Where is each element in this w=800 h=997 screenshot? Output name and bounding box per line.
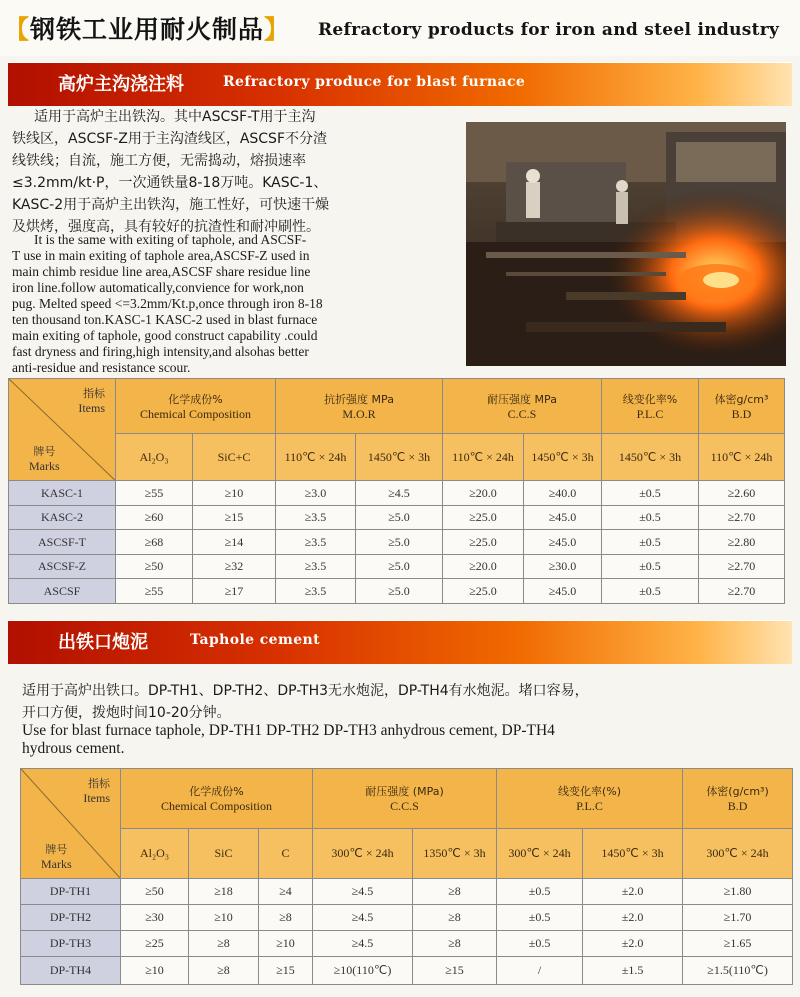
sub-header: Al₂O₃ bbox=[116, 434, 193, 481]
row-mark: DP-TH2 bbox=[21, 905, 121, 931]
table-row: ASCSF-T ≥68 ≥14 ≥3.5 ≥5.0 ≥25.0 ≥45.0 ±0.5 ≥2.80 bbox=[9, 530, 785, 555]
section2-table bbox=[20, 768, 793, 985]
sub-header: 1450℃ × 3h bbox=[524, 434, 602, 481]
group-header: 体密g/cm³ B.D bbox=[699, 379, 785, 434]
table-row: DP-TH3 ≥25 ≥8 ≥10 ≥4.5 ≥8 ±0.5 ±2.0 ≥1.65 bbox=[21, 931, 793, 957]
sub-header: 1450℃ × 3h bbox=[602, 434, 699, 481]
group-header: 耐压强度 (MPa) C.C.S bbox=[313, 769, 497, 829]
row-mark: ASCSF-Z bbox=[9, 554, 116, 579]
page-title-en: Refractory products for iron and steel industry bbox=[318, 20, 780, 40]
sub-header: 1350℃ × 3h bbox=[413, 829, 497, 879]
table-row: DP-TH4 ≥10 ≥8 ≥15 ≥10(110℃) ≥15 / ±1.5 ≥1.5(110℃) bbox=[21, 957, 793, 985]
table-row: ASCSF ≥55 ≥17 ≥3.5 ≥5.0 ≥25.0 ≥45.0 ±0.5 ≥2.70 bbox=[9, 579, 785, 604]
sub-header: SiC+C bbox=[193, 434, 276, 481]
row-mark: DP-TH3 bbox=[21, 931, 121, 957]
sub-header: 300℃ × 24h bbox=[683, 829, 793, 879]
corner-items-en: Items bbox=[83, 791, 110, 805]
group-header: 化学成份% Chemical Composition bbox=[121, 769, 313, 829]
row-mark: ASCSF bbox=[9, 579, 116, 604]
section1-table bbox=[8, 378, 785, 604]
table-row: KASC-2 ≥60 ≥15 ≥3.5 ≥5.0 ≥25.0 ≥45.0 ±0.5 ≥2.70 bbox=[9, 505, 785, 530]
sub-header: 300℃ × 24h bbox=[313, 829, 413, 879]
sub-header: 110℃ × 24h bbox=[276, 434, 356, 481]
row-mark: DP-TH4 bbox=[21, 957, 121, 985]
header-bar bbox=[0, 0, 800, 56]
group-header: 体密(g/cm³) B.D bbox=[683, 769, 793, 829]
sub-header: 1450℃ × 3h bbox=[583, 829, 683, 879]
corner-marks-en: Marks bbox=[29, 459, 60, 474]
factory-photo bbox=[466, 122, 786, 366]
table-row: KASC-1 ≥55 ≥10 ≥3.0 ≥4.5 ≥20.0 ≥40.0 ±0.5 ≥2.60 bbox=[9, 481, 785, 506]
corner-items-en: Items bbox=[78, 401, 105, 415]
sub-header: C bbox=[259, 829, 313, 879]
section1-title-en: Refractory produce for blast furnace bbox=[223, 74, 526, 90]
sub-header: Al₂O₃ bbox=[121, 829, 189, 879]
section1-title-cn: 高炉主沟浇注料 bbox=[58, 74, 184, 95]
corner-items-cn: 指标 bbox=[88, 777, 110, 790]
sub-header: 1450℃ × 3h bbox=[356, 434, 443, 481]
corner-marks-en: Marks bbox=[41, 857, 72, 871]
sub-header: 110℃ × 24h bbox=[443, 434, 524, 481]
row-mark: KASC-1 bbox=[9, 481, 116, 506]
corner-header bbox=[9, 379, 116, 481]
group-header: 抗折强度 MPa M.O.R bbox=[276, 379, 443, 434]
corner-marks-cn: 牌号 bbox=[45, 843, 68, 856]
group-header: 化学成份% Chemical Composition bbox=[116, 379, 276, 434]
section1-banner bbox=[8, 62, 792, 106]
factory-photo-illustration bbox=[466, 122, 786, 366]
corner-items-cn: 指标 bbox=[83, 387, 105, 400]
section2-title-cn: 出铁口炮泥 bbox=[58, 632, 148, 653]
sub-header: 110℃ × 24h bbox=[699, 434, 785, 481]
group-header: 线变化率(%) P.L.C bbox=[497, 769, 683, 829]
group-header: 线变化率% P.L.C bbox=[602, 379, 699, 434]
sub-header: SiC bbox=[189, 829, 259, 879]
sub-header: 300℃ × 24h bbox=[497, 829, 583, 879]
page-title-cn: 【钢铁工业用耐火制品】 bbox=[4, 15, 291, 44]
table-row: ASCSF-Z ≥50 ≥32 ≥3.5 ≥5.0 ≥20.0 ≥30.0 ±0.5 ≥2.70 bbox=[9, 554, 785, 579]
corner-header bbox=[21, 769, 121, 879]
row-mark: ASCSF-T bbox=[9, 530, 116, 555]
section2-banner bbox=[8, 620, 792, 664]
section2-title-en: Taphole cement bbox=[190, 632, 320, 648]
corner-marks-cn: 牌号 bbox=[33, 445, 56, 459]
row-mark: KASC-2 bbox=[9, 505, 116, 530]
table-row: DP-TH2 ≥30 ≥10 ≥8 ≥4.5 ≥8 ±0.5 ±2.0 ≥1.70 bbox=[21, 905, 793, 931]
row-mark: DP-TH1 bbox=[21, 879, 121, 905]
table-row: DP-TH1 ≥50 ≥18 ≥4 ≥4.5 ≥8 ±0.5 ±2.0 ≥1.80 bbox=[21, 879, 793, 905]
group-header: 耐压强度 MPa C.C.S bbox=[443, 379, 602, 434]
